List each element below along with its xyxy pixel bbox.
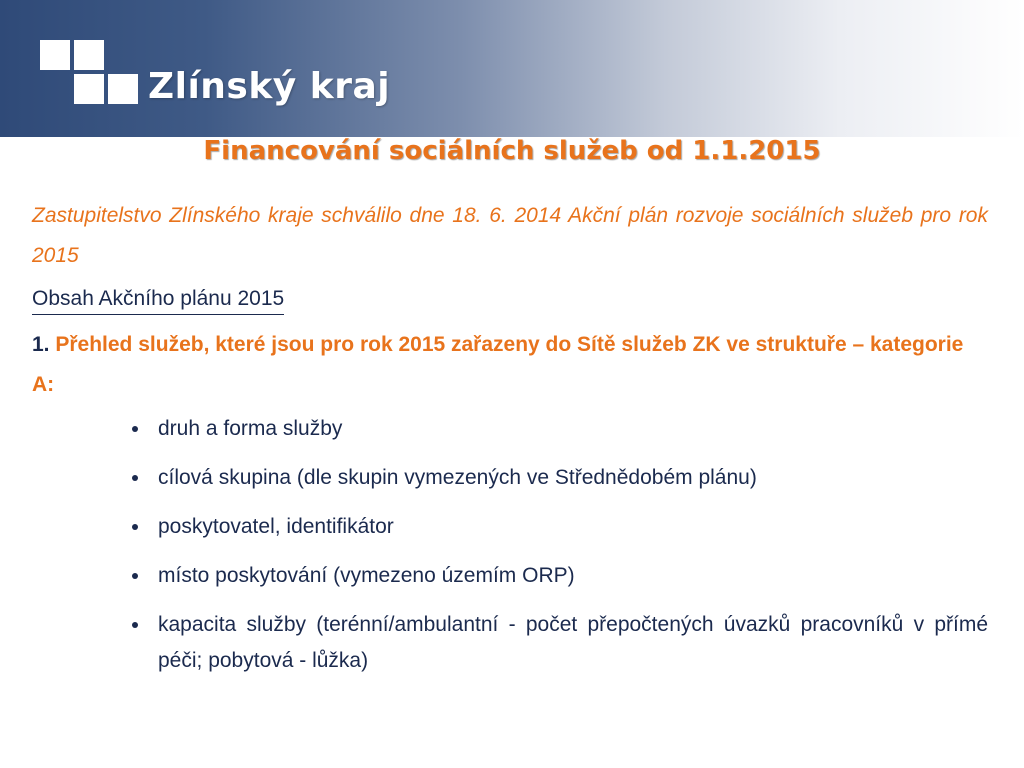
bullet-list bbox=[32, 411, 988, 679]
section-heading bbox=[32, 325, 988, 405]
bullet-icon bbox=[132, 524, 138, 530]
list-item: druh a forma služby bbox=[128, 411, 988, 447]
slide-title: Financování sociálních služeb od 1.1.2015 bbox=[203, 136, 821, 166]
section-text: Přehled služeb, které jsou pro rok 2015 zařazeny do Sítě služeb ZK ve struktuře – kategorie A: bbox=[32, 333, 964, 396]
intro-paragraph: Zastupitelstvo Zlínského kraje schválilo dne 18. 6. 2014 Akční plán rozvoje sociálních služeb pro rok 2015 bbox=[32, 204, 988, 267]
section-number: 1. bbox=[32, 333, 50, 356]
logo-squares-icon bbox=[40, 40, 140, 106]
header-banner bbox=[0, 0, 1024, 137]
list-item: kapacita služby (terénní/ambulantní - počet přepočtených úvazků pracovníků v přímé péči; pobytová - lůžka) bbox=[128, 607, 988, 679]
obsah-link[interactable]: Obsah Akčního plánu 2015 bbox=[32, 284, 284, 315]
bullet-icon bbox=[132, 426, 138, 432]
list-item: místo poskytování (vymezeno územím ORP) bbox=[128, 558, 988, 594]
bullet-icon bbox=[132, 622, 138, 628]
list-item: cílová skupina (dle skupin vymezených ve Střednědobém plánu) bbox=[128, 460, 988, 496]
bullet-icon bbox=[132, 573, 138, 579]
list-item: poskytovatel, identifikátor bbox=[128, 509, 988, 545]
slide-content bbox=[32, 196, 988, 692]
logo-text: Zlínský kraj bbox=[148, 66, 391, 107]
bullet-icon bbox=[132, 475, 138, 481]
